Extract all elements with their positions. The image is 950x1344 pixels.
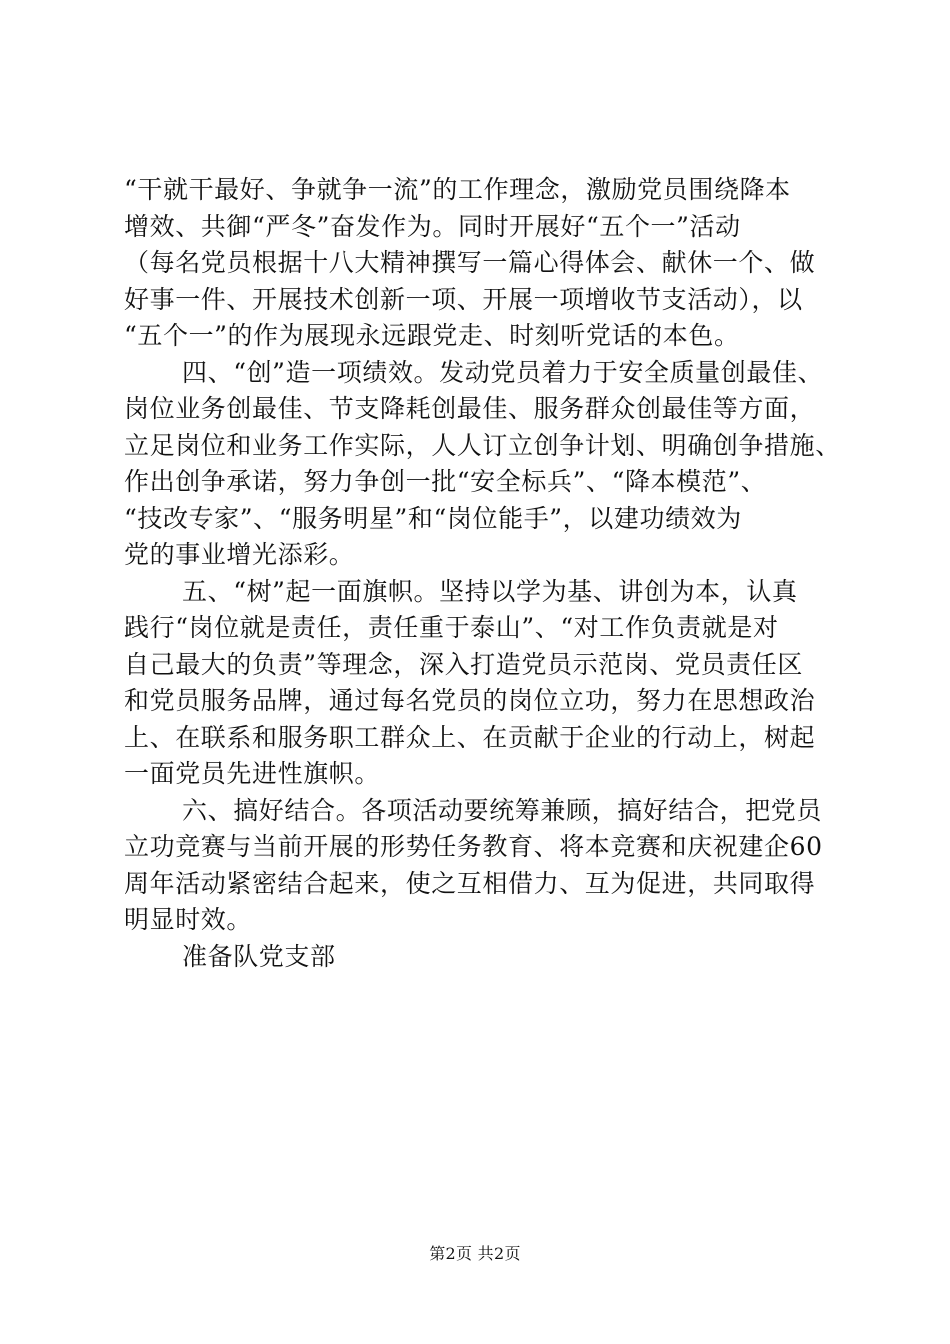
text-line: 明显时效。 [124, 905, 253, 934]
text-line: “干就干最好、争就争一流”的工作理念，激励党员围绕降本 [124, 175, 791, 204]
text-line: 周年活动紧密结合起来，使之互相借力、互为促进，共同取得 [124, 868, 816, 898]
text-line: 自己最大的负责”等理念，深入打造党员示范岗、党员责任区 [124, 649, 803, 679]
document-body [124, 172, 841, 975]
signature: 准备队党支部 [182, 941, 336, 971]
text-line: “技改专家”、“服务明星”和“岗位能手”，以建功绩效为 [124, 503, 742, 533]
text-line: 一面党员先进性旗帜。 [124, 759, 381, 788]
text-line: 党的事业增光添彩。 [124, 540, 355, 569]
text-line: 践行“岗位就是责任，责任重于泰山”、“对工作负责就是对 [124, 613, 779, 642]
page-footer [0, 1244, 950, 1264]
paragraph-continuation [124, 172, 836, 355]
text-line: 岗位业务创最佳、节支降耗创最佳、服务群众创最佳等方面， [124, 394, 816, 423]
text-line: 作出创争承诺，努力争创一批“安全标兵”、“降本模范”、 [124, 467, 767, 496]
page-number: 第2页 共2页 [429, 1244, 521, 1263]
text-line: 六、搞好结合。各项活动要统筹兼顾，搞好结合，把党员 [182, 795, 823, 825]
text-line: 增效、共御“严冬”奋发作为。同时开展好“五个一”活动 [124, 211, 741, 241]
text-line: 立功竞赛与当前开展的形势任务教育、将本竞赛和庆祝建企60 [124, 832, 823, 861]
text-line: 好事一件、开展技术创新一项、开展一项增收节支活动），以 [124, 284, 803, 314]
text-line: 立足岗位和业务工作实际，人人订立创争计划、明确创争措施、 [124, 430, 841, 460]
text-line: 五、“树”起一面旗帜。坚持以学为基、讲创为本，认真 [182, 576, 798, 606]
paragraph-four [124, 355, 841, 574]
paragraph-five [124, 574, 836, 793]
text-line: “五个一”的作为展现永远跟党走、时刻听党话的本色。 [124, 321, 740, 350]
text-line: 和党员服务品牌，通过每名党员的岗位立功，努力在思想政治 [124, 686, 816, 715]
paragraph-six [124, 793, 836, 939]
text-line: （每名党员根据十八大精神撰写一篇心得体会、献休一个、做 [124, 248, 816, 277]
text-line: 上、在联系和服务职工群众上、在贡献于企业的行动上，树起 [124, 722, 816, 752]
text-line: 四、“创”造一项绩效。发动党员着力于安全质量创最佳、 [182, 357, 824, 387]
